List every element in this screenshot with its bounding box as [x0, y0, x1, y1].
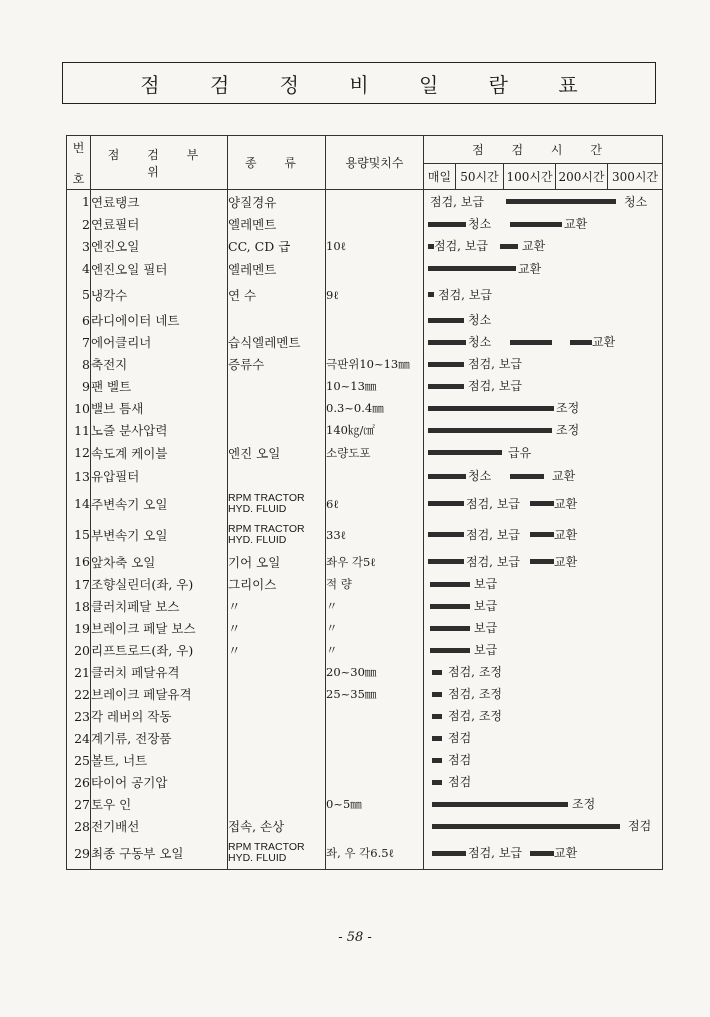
row-kind-line: HYD. FLUID	[228, 852, 287, 864]
table-row	[67, 595, 663, 617]
row-number: 29	[67, 837, 91, 870]
row-capacity	[326, 464, 424, 488]
row-number: 24	[67, 727, 91, 749]
row-schedule	[424, 280, 663, 309]
row-capacity: 0.3~0.4㎜	[326, 397, 424, 419]
schedule-label: 점검, 조정	[448, 709, 502, 723]
table-row	[67, 213, 663, 235]
schedule-label: 교환	[554, 846, 578, 860]
row-part: 최종 구동부 오일	[91, 837, 228, 870]
schedule-label: 점검, 보급	[466, 527, 520, 542]
schedule-bar	[430, 582, 470, 587]
schedule-bar	[432, 692, 442, 697]
schedule-label: 조정	[572, 797, 596, 811]
table-row	[67, 519, 663, 550]
schedule-label: 점검, 보급	[438, 287, 492, 302]
row-schedule	[424, 213, 663, 235]
header-time: 점 검 시 간	[424, 136, 663, 164]
row-kind: 엔진 오일	[228, 441, 326, 464]
row-kind: 〃	[228, 617, 326, 639]
table-row	[67, 771, 663, 793]
row-part: 엔진오일	[91, 235, 228, 257]
schedule-bar	[428, 292, 434, 297]
schedule-bar	[432, 851, 466, 856]
schedule-label: 점검, 보급	[466, 554, 520, 569]
schedule-label: 청소	[468, 335, 492, 349]
row-number: 16	[67, 550, 91, 573]
row-capacity	[326, 815, 424, 837]
schedule-label: 점검, 보급	[468, 846, 522, 860]
row-schedule	[424, 815, 663, 837]
schedule-label: 점검, 보급	[468, 357, 522, 371]
header-interval-100h: 100시간	[504, 164, 556, 190]
schedule-bar	[432, 802, 568, 807]
row-schedule	[424, 257, 663, 280]
schedule-bar	[510, 340, 552, 345]
schedule-bar	[500, 244, 518, 249]
schedule-label: 교환	[554, 554, 578, 569]
row-part: 브레이크 페달 보스	[91, 617, 228, 639]
row-capacity: 소량도포	[326, 441, 424, 464]
row-capacity: 10~13㎜	[326, 375, 424, 397]
table-row	[67, 815, 663, 837]
row-capacity: 좌우 각5ℓ	[326, 550, 424, 573]
schedule-bar	[530, 501, 554, 506]
row-kind: 〃	[228, 639, 326, 661]
row-kind	[228, 464, 326, 488]
row-kind	[228, 771, 326, 793]
table-row	[67, 257, 663, 280]
header-capacity: 용량및치수	[326, 136, 424, 190]
schedule-label: 교환	[522, 239, 546, 253]
page-title: 점 검 정 비 일 람 표	[140, 72, 600, 97]
table-row	[67, 661, 663, 683]
schedule-label: 점검, 보급	[468, 379, 522, 393]
row-part: 앞차축 오일	[91, 550, 228, 573]
row-capacity: 0~5㎜	[326, 793, 424, 815]
header-interval-300h: 300시간	[608, 164, 663, 190]
table-row	[67, 309, 663, 331]
row-part: 냉각수	[91, 280, 228, 309]
schedule-bar	[430, 604, 470, 609]
schedule-label: 청소	[468, 469, 492, 483]
schedule-bar	[428, 532, 464, 537]
row-number: 2	[67, 213, 91, 235]
row-number: 14	[67, 488, 91, 519]
schedule-bar	[430, 648, 470, 653]
row-part: 에어클리너	[91, 331, 228, 353]
row-kind	[228, 683, 326, 705]
schedule-bar	[428, 384, 464, 389]
row-part: 주변속기 오일	[91, 488, 228, 519]
schedule-label: 급유	[508, 445, 532, 460]
schedule-bar	[530, 851, 554, 856]
table-row	[67, 419, 663, 441]
row-part: 엔진오일 필터	[91, 257, 228, 280]
schedule-label: 조정	[556, 401, 580, 415]
row-number: 21	[67, 661, 91, 683]
table-row	[67, 280, 663, 309]
schedule-label: 보급	[474, 599, 498, 613]
row-kind	[228, 837, 326, 870]
row-number: 28	[67, 815, 91, 837]
header-no: 번 호	[67, 136, 91, 190]
row-kind	[228, 793, 326, 815]
table-row	[67, 441, 663, 464]
row-number: 1	[67, 190, 91, 214]
schedule-bar	[432, 780, 442, 785]
row-kind-line: HYD. FLUID	[228, 533, 287, 546]
row-schedule	[424, 309, 663, 331]
row-capacity: 〃	[326, 617, 424, 639]
row-part: 연료탱크	[91, 190, 228, 214]
row-number: 19	[67, 617, 91, 639]
row-capacity: 9ℓ	[326, 280, 424, 309]
table-row	[67, 683, 663, 705]
row-part: 속도계 케이블	[91, 441, 228, 464]
row-capacity	[326, 331, 424, 353]
row-number: 7	[67, 331, 91, 353]
row-capacity	[326, 727, 424, 749]
row-number: 23	[67, 705, 91, 727]
row-part: 브레이크 페달유격	[91, 683, 228, 705]
schedule-label: 청소	[468, 217, 492, 231]
schedule-bar	[428, 501, 464, 506]
table-row	[67, 397, 663, 419]
schedule-label: 조정	[556, 423, 580, 437]
row-schedule	[424, 550, 663, 573]
row-schedule	[424, 793, 663, 815]
schedule-bar	[428, 318, 464, 323]
schedule-bar	[428, 474, 466, 479]
row-schedule	[424, 519, 663, 550]
row-part: 클러치 페달유격	[91, 661, 228, 683]
row-kind-line: RPM TRACTOR	[228, 841, 305, 853]
row-number: 27	[67, 793, 91, 815]
row-kind: 기어 오일	[228, 550, 326, 573]
row-number: 15	[67, 519, 91, 550]
schedule-label: 교환	[592, 335, 616, 349]
schedule-label: 점검, 조정	[448, 687, 502, 701]
row-part: 계기류, 전장품	[91, 727, 228, 749]
row-capacity: 〃	[326, 639, 424, 661]
row-part: 전기배선	[91, 815, 228, 837]
table-row	[67, 190, 663, 214]
row-number: 3	[67, 235, 91, 257]
row-schedule	[424, 331, 663, 353]
table-row	[67, 727, 663, 749]
row-capacity	[326, 213, 424, 235]
row-schedule	[424, 464, 663, 488]
schedule-label: 보급	[474, 621, 498, 635]
row-schedule	[424, 617, 663, 639]
schedule-label: 보급	[474, 577, 498, 591]
table-row	[67, 550, 663, 573]
header-part: 점 검 부 위	[91, 136, 228, 190]
row-capacity	[326, 771, 424, 793]
schedule-bar	[428, 266, 516, 271]
schedule-bar	[432, 758, 442, 763]
row-capacity	[326, 190, 424, 214]
row-kind	[228, 397, 326, 419]
row-kind: 양질경유	[228, 190, 326, 214]
schedule-bar	[428, 340, 466, 345]
row-part: 타이어 공기압	[91, 771, 228, 793]
row-capacity: 20~30㎜	[326, 661, 424, 683]
header-kind: 종 류	[228, 136, 326, 190]
row-part: 유압필터	[91, 464, 228, 488]
schedule-label: 교환	[518, 261, 542, 276]
row-number: 26	[67, 771, 91, 793]
title-box	[62, 62, 656, 104]
schedule-bar	[428, 222, 466, 227]
row-schedule	[424, 727, 663, 749]
row-kind	[228, 661, 326, 683]
row-capacity: 6ℓ	[326, 488, 424, 519]
row-schedule	[424, 375, 663, 397]
row-schedule	[424, 397, 663, 419]
row-number: 9	[67, 375, 91, 397]
schedule-label: 점검	[448, 753, 472, 767]
header-interval-daily: 매일	[424, 164, 456, 190]
schedule-label: 점검, 보급	[434, 239, 488, 253]
schedule-bar	[530, 532, 554, 537]
table-row	[67, 705, 663, 727]
schedule-bar	[570, 340, 592, 345]
row-number: 11	[67, 419, 91, 441]
row-kind: CC, CD 급	[228, 235, 326, 257]
schedule-bar	[428, 362, 464, 367]
row-capacity	[326, 705, 424, 727]
schedule-bar	[432, 824, 620, 829]
schedule-bar	[506, 199, 616, 204]
row-schedule	[424, 235, 663, 257]
row-number: 22	[67, 683, 91, 705]
schedule-bar	[428, 450, 502, 455]
row-capacity: 33ℓ	[326, 519, 424, 550]
schedule-label: 보급	[474, 643, 498, 657]
row-schedule	[424, 661, 663, 683]
row-schedule	[424, 837, 663, 870]
row-number: 4	[67, 257, 91, 280]
row-kind	[228, 519, 326, 550]
row-schedule	[424, 705, 663, 727]
row-kind: 엘레멘트	[228, 213, 326, 235]
row-number: 10	[67, 397, 91, 419]
row-capacity	[326, 257, 424, 280]
row-schedule	[424, 771, 663, 793]
schedule-bar	[428, 406, 554, 411]
row-part: 밸브 틈새	[91, 397, 228, 419]
row-part: 각 레버의 작동	[91, 705, 228, 727]
table-row	[67, 353, 663, 375]
row-number: 20	[67, 639, 91, 661]
header-interval-50h: 50시간	[456, 164, 504, 190]
row-kind	[228, 309, 326, 331]
row-kind	[228, 488, 326, 519]
schedule-bar	[510, 474, 544, 479]
schedule-label: 교환	[564, 217, 588, 231]
schedule-bar	[432, 736, 442, 741]
row-part: 부변속기 오일	[91, 519, 228, 550]
row-schedule	[424, 573, 663, 595]
row-capacity: 극판위10~13㎜	[326, 353, 424, 375]
row-capacity	[326, 749, 424, 771]
row-kind	[228, 375, 326, 397]
row-number: 17	[67, 573, 91, 595]
table-row	[67, 235, 663, 257]
row-part: 팬 벨트	[91, 375, 228, 397]
row-number: 6	[67, 309, 91, 331]
schedule-label: 교환	[554, 527, 578, 542]
row-schedule	[424, 419, 663, 441]
row-kind	[228, 419, 326, 441]
schedule-bar	[430, 626, 470, 631]
row-capacity: 좌, 우 각6.5ℓ	[326, 837, 424, 870]
row-capacity: 10ℓ	[326, 235, 424, 257]
schedule-label: 청소	[468, 313, 492, 327]
table-row	[67, 331, 663, 353]
schedule-label: 점검, 보급	[466, 496, 520, 511]
table-row	[67, 639, 663, 661]
schedule-label: 점검	[448, 775, 472, 789]
row-number: 8	[67, 353, 91, 375]
row-schedule	[424, 639, 663, 661]
row-capacity: 적 량	[326, 573, 424, 595]
schedule-bar	[428, 428, 552, 433]
row-schedule	[424, 595, 663, 617]
row-capacity: 25~35㎜	[326, 683, 424, 705]
row-kind: 증류수	[228, 353, 326, 375]
row-part: 토우 인	[91, 793, 228, 815]
table-row	[67, 749, 663, 771]
row-number: 13	[67, 464, 91, 488]
row-capacity	[326, 309, 424, 331]
row-schedule	[424, 190, 663, 214]
table-row	[67, 617, 663, 639]
schedule-bar	[428, 559, 464, 564]
schedule-bar	[530, 559, 554, 564]
schedule-bar	[510, 222, 562, 227]
header-interval-200h: 200시간	[556, 164, 608, 190]
row-schedule	[424, 353, 663, 375]
schedule-label: 점검	[628, 819, 652, 833]
row-number: 18	[67, 595, 91, 617]
schedule-label: 교환	[552, 469, 576, 483]
row-part: 리프트로드(좌, 우)	[91, 639, 228, 661]
row-kind: 접속, 손상	[228, 815, 326, 837]
row-number: 12	[67, 441, 91, 464]
row-part: 클러치페달 보스	[91, 595, 228, 617]
row-schedule	[424, 441, 663, 464]
row-schedule	[424, 488, 663, 519]
row-number: 25	[67, 749, 91, 771]
schedule-bar	[432, 670, 442, 675]
schedule-bar	[432, 714, 442, 719]
row-kind: 〃	[228, 595, 326, 617]
table-row	[67, 488, 663, 519]
inspection-table	[66, 135, 663, 870]
schedule-label: 교환	[554, 496, 578, 511]
row-part: 노즐 분사압력	[91, 419, 228, 441]
schedule-label: 점검, 조정	[448, 665, 502, 679]
row-capacity: 〃	[326, 595, 424, 617]
row-kind-line: RPM TRACTOR	[228, 491, 305, 504]
row-kind: 그리이스	[228, 573, 326, 595]
page-number: - 58 -	[338, 930, 372, 945]
row-kind: 습식엘레멘트	[228, 331, 326, 353]
row-part: 연료필터	[91, 213, 228, 235]
row-kind-line: RPM TRACTOR	[228, 522, 305, 535]
schedule-label: 점검, 보급	[430, 194, 484, 209]
schedule-label: 청소	[624, 194, 648, 209]
row-number: 5	[67, 280, 91, 309]
row-schedule	[424, 683, 663, 705]
row-kind	[228, 705, 326, 727]
row-part: 축전지	[91, 353, 228, 375]
row-part: 라디에이터 네트	[91, 309, 228, 331]
row-kind: 연 수	[228, 280, 326, 309]
row-part: 조향실린더(좌, 우)	[91, 573, 228, 595]
row-kind: 엘레멘트	[228, 257, 326, 280]
table-row	[67, 837, 663, 870]
table-row	[67, 375, 663, 397]
schedule-label: 점검	[448, 731, 472, 745]
row-part: 볼트, 너트	[91, 749, 228, 771]
row-kind	[228, 727, 326, 749]
table-row	[67, 573, 663, 595]
row-schedule	[424, 749, 663, 771]
row-kind-line: HYD. FLUID	[228, 502, 287, 515]
row-kind	[228, 749, 326, 771]
table-row	[67, 793, 663, 815]
row-capacity: 140㎏/㎠	[326, 419, 424, 441]
table-row	[67, 464, 663, 488]
